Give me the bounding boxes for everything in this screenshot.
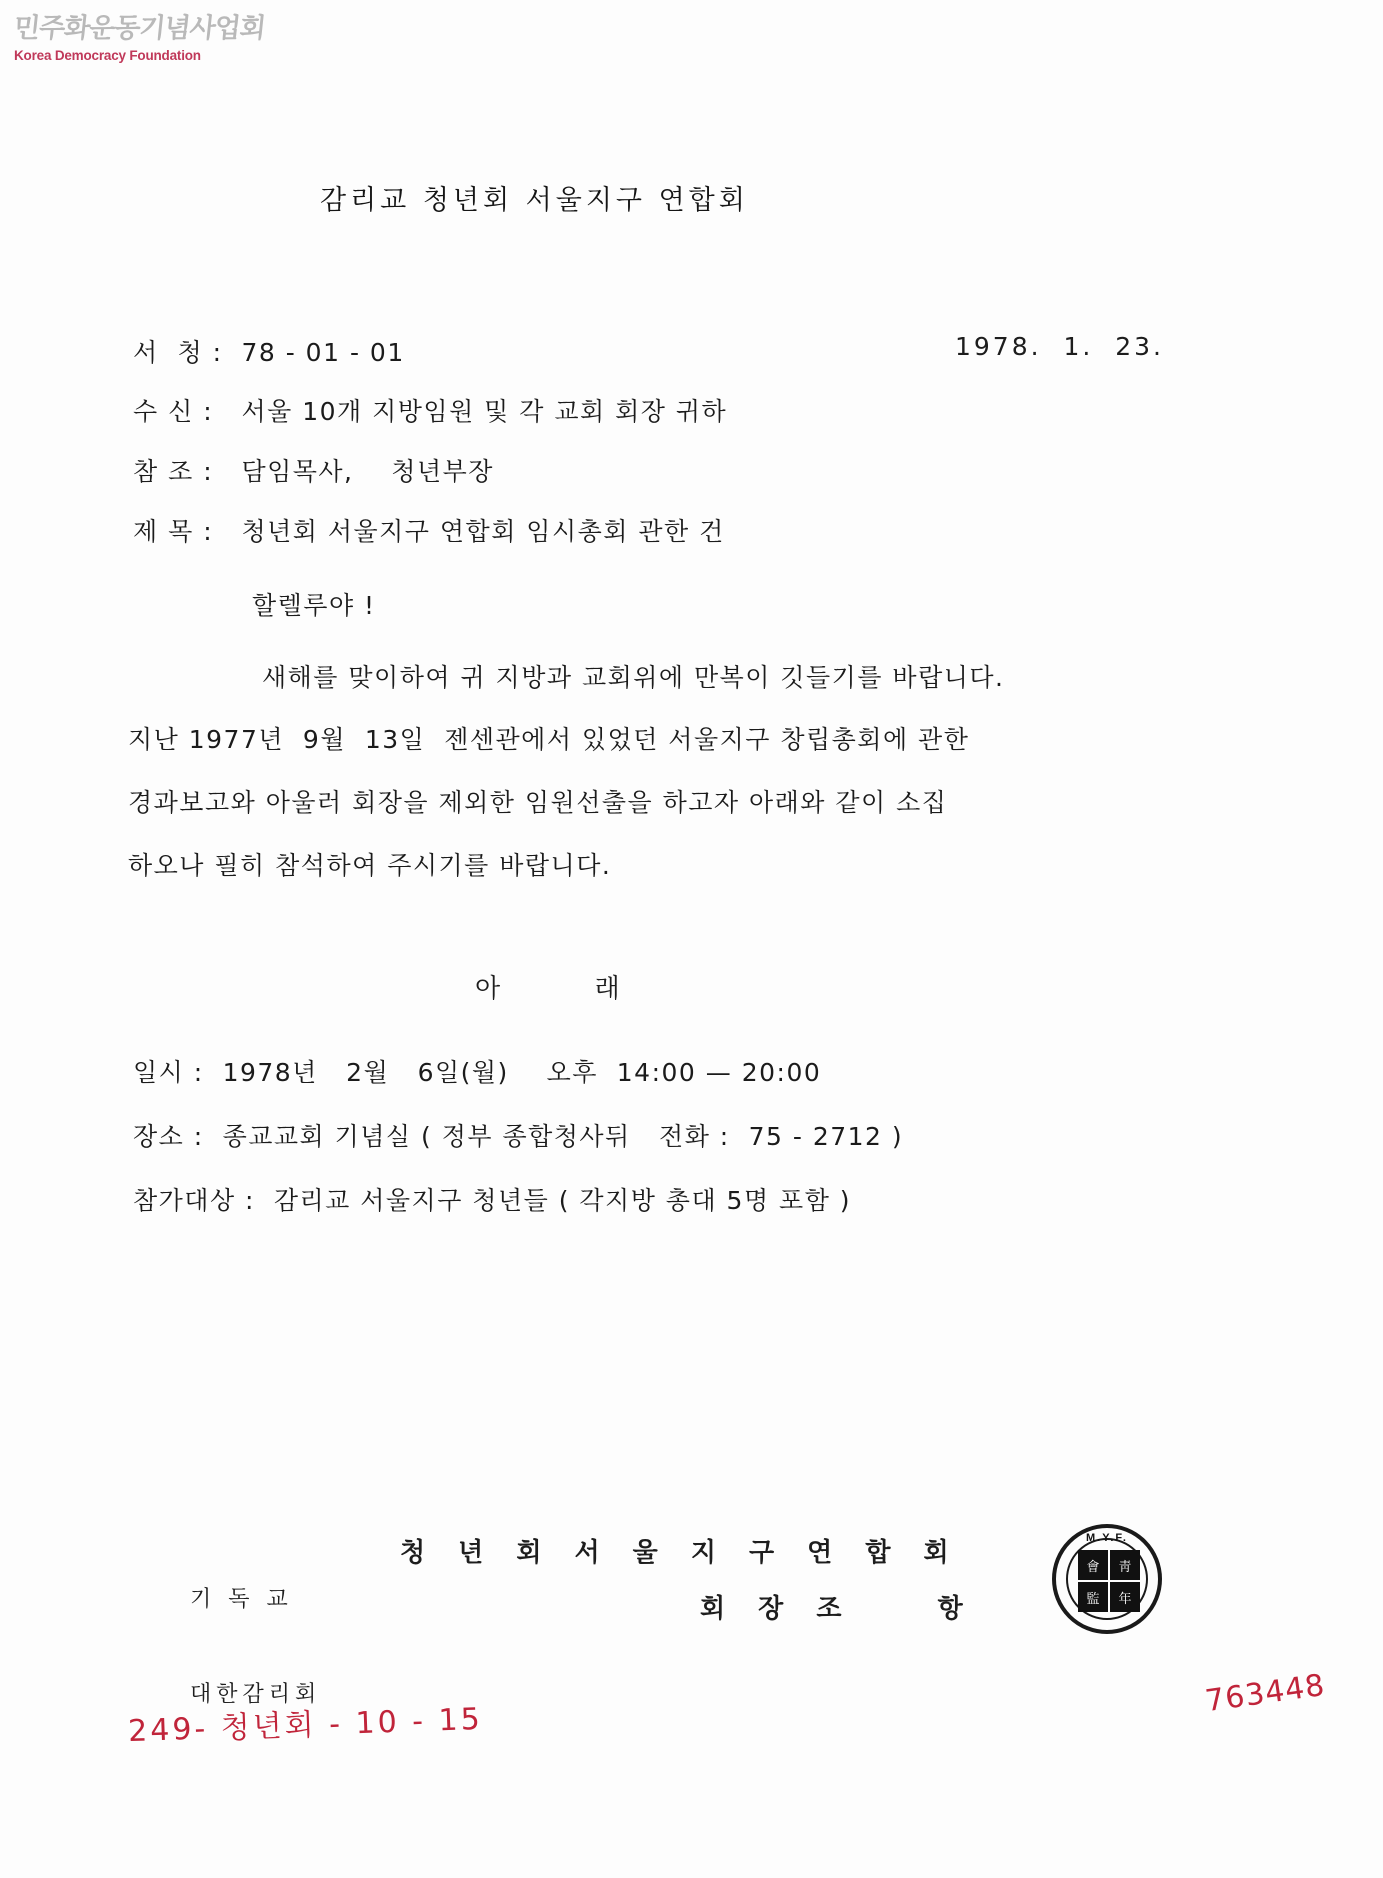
seal-char-3: 監 [1078,1582,1108,1612]
greeting-text: 할렐루야 ! [252,591,376,620]
body-line-2: 지난 1977년 9월 13일 젠센관에서 있었던 서울지구 창립총회에 관한 [128,725,970,754]
signature-president: 회 장 조 항 [700,1594,975,1624]
document-number-field: 서 청 : 78 - 01 - 01 [133,338,405,367]
signature-org-line1: 기 독 교 [190,1586,293,1612]
detail-participants: 참가대상 : 감리교 서울지구 청년들 ( 각지방 총대 5명 포함 ) [133,1186,852,1215]
signature-main-org: 청 년 회 서 울 지 구 연 합 회 [400,1538,961,1568]
foundation-logo-english: Korea Democracy Foundation [14,47,201,63]
body-line-1: 새해를 맞이하여 귀 지방과 교회위에 만복이 깃들기를 바랍니다. [262,663,1005,692]
detail-datetime: 일시 : 1978년 2월 6일(월) 오후 14:00 — 20:00 [133,1058,822,1087]
official-seal-icon [1052,1524,1162,1634]
document-date: 1978. 1. 23. [955,332,1164,361]
subject-field: 제 목 : 청년회 서울지구 연합회 임시총회 관한 건 [133,517,725,546]
seal-char-4: 年 [1110,1582,1140,1612]
seal-outer-text: M.Y.F. [1086,1532,1128,1544]
foundation-logo-korean: 민주화운동기념사업회 [12,13,267,44]
body-line-3: 경과보고와 아울러 회장을 제외한 임원선출을 하고자 아래와 같이 소집 [128,788,948,817]
archival-annotation-right: 763448 [1203,1667,1328,1720]
cc-field: 참 조 : 담임목사, 청년부장 [133,457,494,486]
archival-annotation-left: 249- 청년회 - 10 - 15 [127,1701,484,1750]
below-heading: 아 래 [475,974,646,1004]
detail-place: 장소 : 종교교회 기념실 ( 정부 종합청사뒤 전화 : 75 - 2712 ) [133,1122,904,1151]
foundation-logo [12,13,267,63]
signature-org-line2: 대한감리회 [190,1682,322,1708]
seal-char-2: 靑 [1110,1550,1140,1580]
document-title: 감리교 청년회 서울지구 연합회 [320,185,749,216]
body-line-4: 하오나 필히 참석하여 주시기를 바랍니다. [128,851,612,880]
seal-characters [1078,1550,1140,1612]
recipient-field: 수 신 : 서울 10개 지방임원 및 각 교회 회장 귀하 [133,397,728,426]
seal-char-1: 會 [1078,1550,1108,1580]
